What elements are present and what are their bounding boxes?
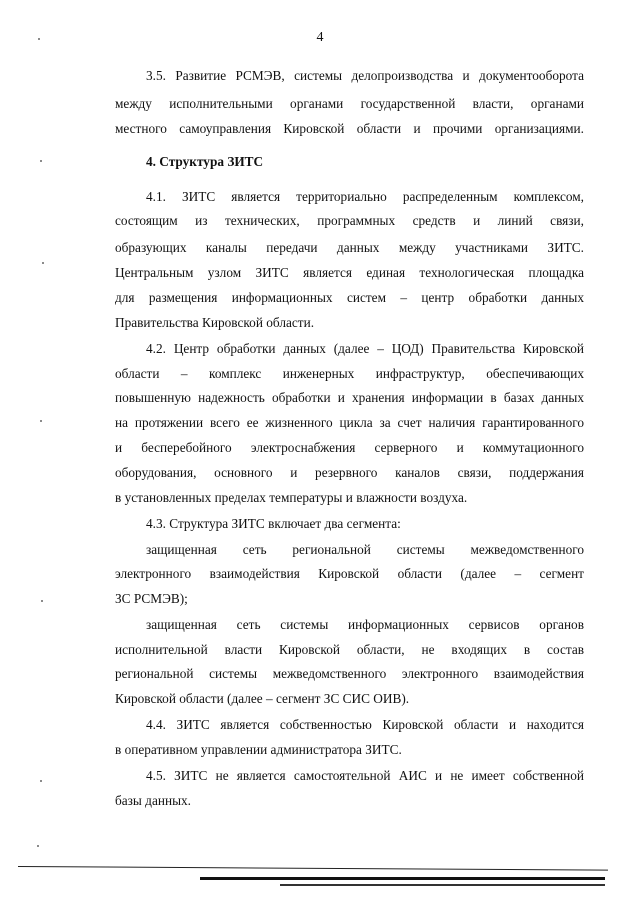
- text-line: ЗС РСМЭВ);: [115, 591, 188, 606]
- scan-speck: [41, 600, 43, 602]
- section-heading: 4. Структура ЗИТС: [146, 154, 264, 169]
- scan-speck: [40, 780, 42, 782]
- scan-speck: [37, 845, 39, 847]
- text-line: защищенная сеть системы информационных сервисов органов: [146, 617, 584, 632]
- scan-speck: [38, 38, 40, 40]
- page-number: 4: [316, 30, 324, 45]
- text-line: исполнительной власти Кировской области, не входящих в состав: [115, 642, 584, 657]
- text-line: между исполнительными органами государственной власти, органами: [115, 96, 584, 111]
- text-line: для размещения информационных систем – центр обработки данных: [115, 290, 584, 305]
- text-line: 4.4. ЗИТС является собственностью Кировской области и находится: [146, 717, 584, 732]
- text-line: 4.1. ЗИТС является территориально распределенным комплексом,: [146, 189, 584, 204]
- text-line: в установленных пределах температуры и влажности воздуха.: [115, 490, 468, 505]
- text-line: базы данных.: [115, 793, 191, 808]
- text-line: региональной системы межведомственного электронного взаимодействия: [115, 666, 584, 681]
- text-line: и бесперебойного электроснабжения серверного и коммутационного: [115, 440, 584, 455]
- text-line: оборудования, основного и резервного каналов связи, поддержания: [115, 465, 584, 480]
- scan-speck: [40, 420, 42, 422]
- text-line: на протяжении всего ее жизненного цикла за счет наличия гарантированного: [115, 415, 584, 430]
- text-line: области – комплекс инженерных инфраструктур, обеспечивающих: [115, 366, 584, 381]
- text-line: защищенная сеть региональной системы межведомственного: [146, 542, 584, 557]
- text-line: электронного взаимодействия Кировской области (далее – сегмент: [115, 566, 584, 581]
- scan-speck: [42, 262, 44, 264]
- text-line: 4.2. Центр обработки данных (далее – ЦОД) Правительства Кировской: [146, 341, 584, 356]
- scan-border-line: [200, 877, 605, 880]
- text-line: Правительства Кировской области.: [115, 315, 315, 330]
- scan-border-line: [18, 866, 608, 871]
- scan-border-line: [280, 884, 605, 886]
- text-line: местного самоуправления Кировской области и прочими организациями.: [115, 121, 584, 136]
- text-line: Кировской области (далее – сегмент ЗС СИС ОИВ).: [115, 691, 410, 706]
- text-line: состоящим из технических, программных средств и линий связи,: [115, 213, 584, 228]
- scan-speck: [40, 160, 42, 162]
- text-line: повышенную надежность обработки и хранения информации в базах данных: [115, 390, 584, 405]
- text-line: 4.5. ЗИТС не является самостоятельной АИС и не имеет собственной: [146, 768, 584, 783]
- text-line: в оперативном управлении администратора ЗИТС.: [115, 742, 402, 757]
- text-line: образующих каналы передачи данных между участниками ЗИТС.: [115, 240, 584, 255]
- text-line: 4.3. Структура ЗИТС включает два сегмента:: [146, 516, 401, 531]
- text-line: 3.5. Развитие РСМЭВ, системы делопроизводства и документооборота: [146, 68, 584, 83]
- text-line: Центральным узлом ЗИТС является единая технологическая площадка: [115, 265, 584, 280]
